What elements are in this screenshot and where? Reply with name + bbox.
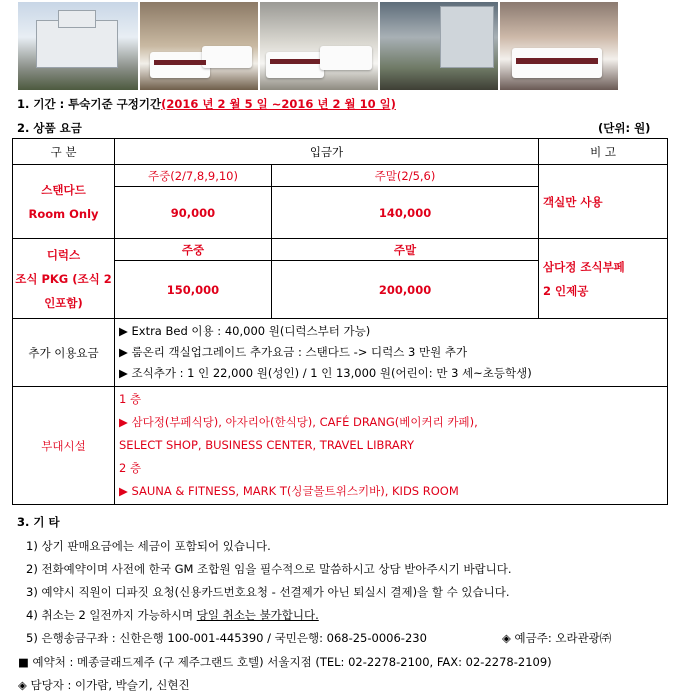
floor1-items: ▶ 삼다정(부페식당), 아자리아(한식당), CAFÉ DRANG(베이커리 카페), xyxy=(119,415,478,429)
etc-heading: 3. 기 타 xyxy=(17,515,60,529)
extras-item: ▶ 룸온리 객실업그레이드 추가요금 : 스탠다드 -> 디럭스 3 만원 추가 xyxy=(119,345,468,359)
facilities-list xyxy=(115,387,668,505)
rates-table xyxy=(12,138,668,505)
floor1-items-2: SELECT SHOP, BUSINESS CENTER, TRAVEL LIBRARY xyxy=(119,438,415,452)
floor2-label: 2 층 xyxy=(119,461,142,475)
deluxe-note-line2: 2 인제공 xyxy=(543,283,589,298)
extras-row xyxy=(13,319,668,387)
extras-list xyxy=(115,319,668,387)
standard-weekday-price: 90,000 xyxy=(115,187,272,239)
deluxe-note xyxy=(539,239,668,319)
note-4 xyxy=(26,607,319,623)
facilities-label: 부대시설 xyxy=(13,387,115,505)
twin-room-photo-2 xyxy=(260,2,378,90)
deluxe-cell xyxy=(13,239,115,319)
standard-weekday-label: 주중(2/7,8,9,10) xyxy=(115,165,272,187)
deluxe-row xyxy=(13,239,668,261)
standard-sub: Room Only xyxy=(28,206,99,221)
standard-weekend-label: 주말(2/5,6) xyxy=(272,165,539,187)
floor2-items: ▶ SAUNA & FITNESS, MARK T(싱글몰트위스키바), KIDS ROOM xyxy=(119,484,459,498)
header-category: 구 분 xyxy=(13,139,115,165)
facilities-row xyxy=(13,387,668,505)
hotel-exterior-photo xyxy=(18,2,138,90)
deluxe-weekend-price: 200,000 xyxy=(272,261,539,319)
period-value: (2016 년 2 월 5 일 ~2016 년 2 월 10 일) xyxy=(161,97,396,111)
extras-item: ▶ 조식추가 : 1 인 22,000 원(성인) / 1 인 13,000 원(어린이: 만 3 세~초등학생) xyxy=(119,366,532,380)
reservation-info: ■ 예약처 : 메종글래드제주 (구 제주그랜드 호텔) 서울지점 (TEL: 02-2278-2100, FAX: 02-2278-2109) xyxy=(18,655,552,669)
floor1-label: 1 층 xyxy=(119,392,142,406)
header-note: 비 고 xyxy=(539,139,668,165)
twin-room-photo xyxy=(140,2,258,90)
standard-note: 객실만 사용 xyxy=(539,165,668,239)
unit-label: (단위: 원) xyxy=(598,121,651,135)
rates-heading: 2. 상품 요금 xyxy=(17,121,82,135)
standard-weekend-price: 140,000 xyxy=(272,187,539,239)
bank-info: 5) 은행송금구좌 : 신한은행 100-001-445390 / 국민은행: 068-25-0006-230 xyxy=(26,631,427,645)
note-1: 1) 상기 판매요금에는 세금이 포함되어 있습니다. xyxy=(26,539,271,553)
deluxe-weekend-label: 주말 xyxy=(272,239,539,261)
standard-name: 스탠다드 xyxy=(41,182,86,197)
note-3: 3) 예약시 직원이 디파짓 요청(신용카드번호요청 - 선결제가 아닌 퇴실시 결제)을 할 수 있습니다. xyxy=(26,585,510,599)
account-holder: ◈ 예금주: 오라관광㈜ xyxy=(502,631,612,645)
note-2: 2) 전화예약이며 사전에 한국 GM 조합원 임을 필수적으로 말씀하시고 상담 받아주시기 바랍니다. xyxy=(26,562,512,576)
deluxe-name: 디럭스 xyxy=(46,247,81,262)
photo-strip xyxy=(18,2,618,90)
standard-cell xyxy=(13,165,115,239)
table-header-row xyxy=(13,139,668,165)
extras-label: 추가 이용요금 xyxy=(13,319,115,387)
standard-row xyxy=(13,165,668,187)
deluxe-sub: 조식 PKG (조식 2 인포함) xyxy=(15,271,112,310)
note-4-text: 4) 취소는 2 일전까지 가능하시며 xyxy=(26,608,197,622)
period-label: 1. 기간 : 투숙기준 구정기간 xyxy=(17,97,162,111)
contact-info: ◈ 담당자 : 이가람, 박슬기, 신현진 xyxy=(18,678,190,692)
extras-item: ▶ Extra Bed 이용 : 40,000 원(디럭스부터 가능) xyxy=(119,324,371,338)
room-bed-photo xyxy=(500,2,618,90)
header-price: 입금가 xyxy=(115,139,539,165)
period-line xyxy=(17,96,396,112)
deluxe-weekday-price: 150,000 xyxy=(115,261,272,319)
deluxe-weekday-label: 주중 xyxy=(115,239,272,261)
note-4-emphasis: 당일 취소는 불가합니다. xyxy=(196,608,319,622)
exterior-terrace-photo xyxy=(380,2,498,90)
deluxe-note-line1: 삼다정 조식부페 xyxy=(543,259,625,274)
